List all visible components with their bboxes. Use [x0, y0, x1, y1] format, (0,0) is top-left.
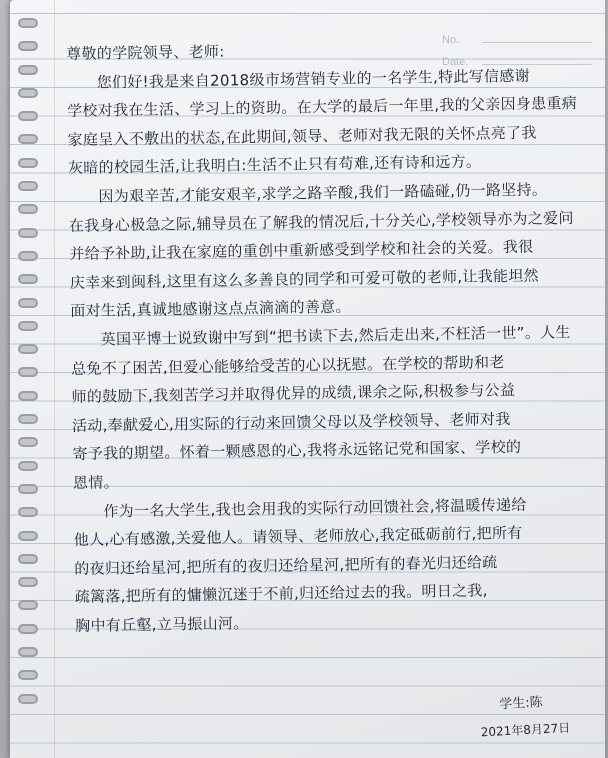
letter-line: 师的鼓励下,我刻苦学习并取得优异的成绩,课余之际,积极参与公益 — [71, 381, 516, 407]
binding-hole — [18, 577, 38, 587]
number-field-label: No. — [442, 34, 460, 46]
letter-line: 灰暗的校园生活,让我明白:生活不止只有苟难,还有诗和远方。 — [67, 152, 482, 178]
binding-hole — [18, 647, 38, 657]
notebook-page — [10, 0, 605, 758]
binding-hole — [18, 204, 38, 214]
letter-line: 英国平博士说致谢中写到“把书读下去,然后走出来,不枉活一世”。人生 — [100, 323, 571, 349]
letter-line: 作为一名大学生,我也会用我的实际行动回馈社会,将温暖传递给 — [103, 495, 527, 520]
binding-hole — [18, 437, 38, 447]
binding-hole — [18, 531, 38, 541]
letter-line: 面对生活,真诚地感谢这点点滴滴的善意。 — [70, 297, 351, 321]
date-field-label: Date. — [442, 56, 469, 68]
binding-hole — [18, 600, 38, 610]
binding-hole — [18, 65, 38, 75]
binding-hole — [18, 18, 38, 28]
margin-line — [54, 0, 55, 758]
letter-line: 您们好!我是来自2018级市场营销专业的一名学生,特此写信感谢 — [96, 66, 531, 92]
letter-line: 学校对我在生活、学习上的资助。在大学的最后一年里,我的父亲因身患重病 — [66, 94, 578, 121]
binding-hole — [18, 391, 38, 401]
letter-line: 家庭呈入不敷出的状态,在此期间,领导、老师对我无限的关怀点亮了我 — [67, 123, 537, 149]
binding-holes — [18, 18, 42, 717]
letter-line: 因为艰辛苦,才能安艰辛,求学之路辛酸,我们一路磕碰,仍一路坚持。 — [98, 180, 548, 206]
binding-hole — [18, 554, 38, 564]
letter-line: 活动,奉献爱心,用实际的行动来回馈父母以及学校领导、老师对我 — [71, 409, 511, 435]
letter-line: 恩情。 — [72, 473, 119, 492]
binding-hole — [18, 344, 38, 354]
letter-line: 寄予我的期望。怀着一颗感恩的心,我将永远铭记党和国家、学校的 — [72, 438, 522, 464]
binding-hole — [18, 181, 38, 191]
binding-hole — [18, 88, 38, 98]
letter-line: 并给予补助,让我在家庭的重创中重新感受到学校和社会的关爱。我很 — [69, 237, 534, 264]
binding-hole — [18, 414, 38, 424]
binding-hole — [18, 670, 38, 680]
binding-hole — [18, 158, 38, 168]
binding-hole — [18, 41, 38, 51]
binding-hole — [18, 507, 38, 517]
binding-hole — [18, 694, 38, 704]
signature-block — [479, 687, 608, 746]
binding-hole — [18, 461, 38, 471]
binding-hole — [18, 484, 38, 494]
letter-line: 庆幸来到闽科,这里有这么多善良的同学和可爱可敬的老师,让我能坦然 — [69, 266, 540, 292]
signature-name: 学生:陈 — [498, 695, 544, 713]
handwritten-letter — [66, 32, 605, 641]
binding-hole — [18, 228, 38, 238]
binding-hole — [18, 367, 38, 377]
letter-line: 他人,心有感激,关爱他人。请领导、老师放心,我定砥砺前行,把所有 — [73, 523, 523, 550]
letter-line: 的夜归还给星河,把所有的夜归还给星河,把所有的春光归还给疏 — [74, 552, 498, 578]
binding-hole — [18, 111, 38, 121]
binding-hole — [18, 321, 38, 331]
binding-hole — [18, 274, 38, 284]
binding-hole — [18, 134, 38, 144]
letter-line: 总免不了困苦,但爱心能够给受苦的心以抚慰。在学校的帮助和老 — [71, 352, 505, 378]
letter-line: 胸中有丘壑,立马振山河。 — [75, 614, 249, 635]
letter-salutation: 尊敬的学院领导、老师: — [66, 42, 225, 63]
binding-hole — [18, 624, 38, 634]
binding-hole — [18, 251, 38, 261]
letter-line: 在我身心极急之际,辅导员在了解我的情况后,十分关心,学校领导亦为之爱问 — [68, 208, 574, 235]
signature-date: 2021年8月27日 — [480, 720, 571, 740]
binding-hole — [18, 298, 38, 308]
letter-line: 疏篱落,把所有的慵懒沉迷于不前,归还给过去的我。明日之我, — [74, 581, 488, 607]
